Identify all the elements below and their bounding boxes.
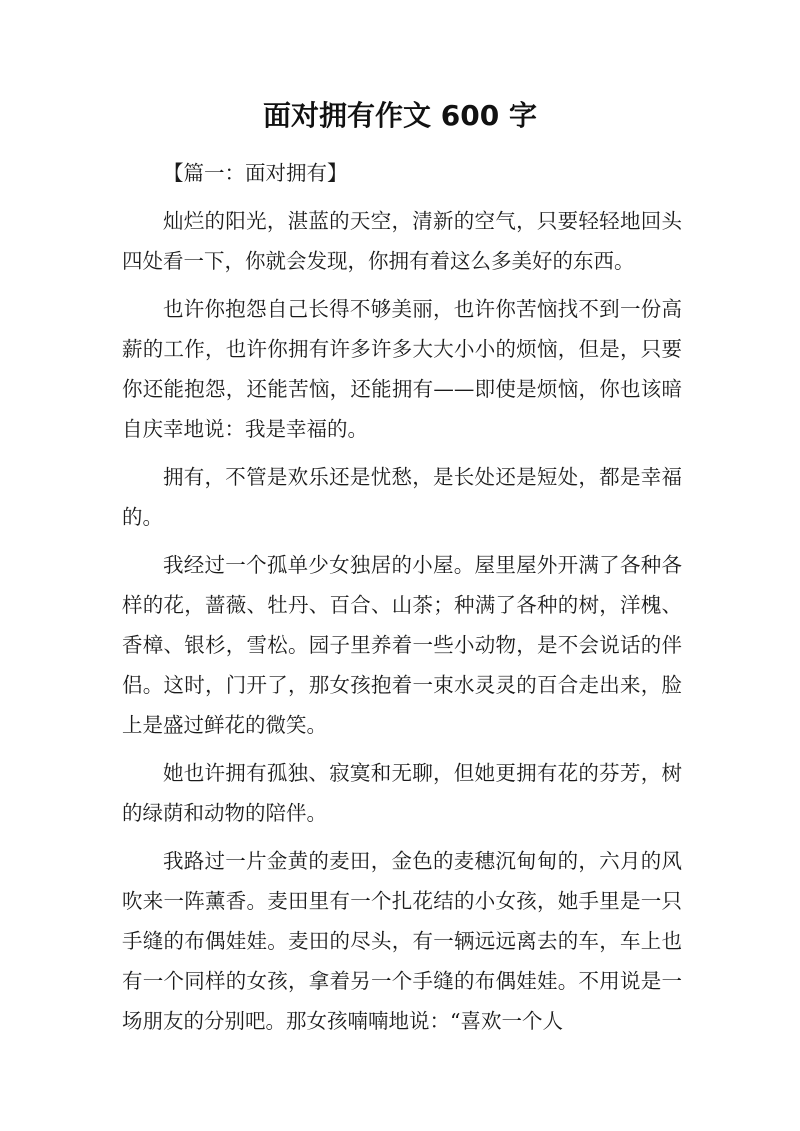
paragraph-1: 灿烂的阳光，湛蓝的天空，清新的空气，只要轻轻地回头四处看一下，你就会发现，你拥有着这么多美好的东西。 [122,209,682,273]
document-body [122,153,682,1049]
section-heading: 【篇一：面对拥有】 [163,161,348,185]
paragraph-3: 拥有，不管是欢乐还是忧愁，是长处还是短处，都是幸福的。 [122,465,682,529]
document-title: 面对拥有作文 600 字 [263,99,537,132]
paragraph-6: 我路过一片金黄的麦田，金色的麦穗沉甸甸的，六月的风吹来一阵薰香。麦田里有一个扎花结的小女孩，她手里是一只手缝的布偶娃娃。麦田的尽头，有一辆远远离去的车，车上也有一个同样的女孩，拿着另一个手缝的布偶娃娃。不用说是一场朋友的分别吧。那女孩喃喃地说：“喜欢一个人 [122,849,682,1033]
paragraph-2: 也许你抱怨自己长得不够美丽，也许你苦恼找不到一份高薪的工作，也许你拥有许多许多大大小小的烦恼，但是，只要你还能抱怨，还能苦恼，还能拥有——即使是烦恼，你也该暗自庆幸地说：我是幸福的。 [122,297,682,441]
paragraph-5: 她也许拥有孤独、寂寞和无聊，但她更拥有花的芬芳，树的绿荫和动物的陪伴。 [122,761,682,825]
paragraph-4: 我经过一个孤单少女独居的小屋。屋里屋外开满了各种各样的花，蔷薇、牡丹、百合、山茶；种满了各种的树，洋槐、香樟、银杉，雪松。园子里养着一些小动物，是不会说话的伴侣。这时，门开了，那女孩抱着一束水灵灵的百合走出来，脸上是盛过鲜花的微笑。 [122,553,682,737]
